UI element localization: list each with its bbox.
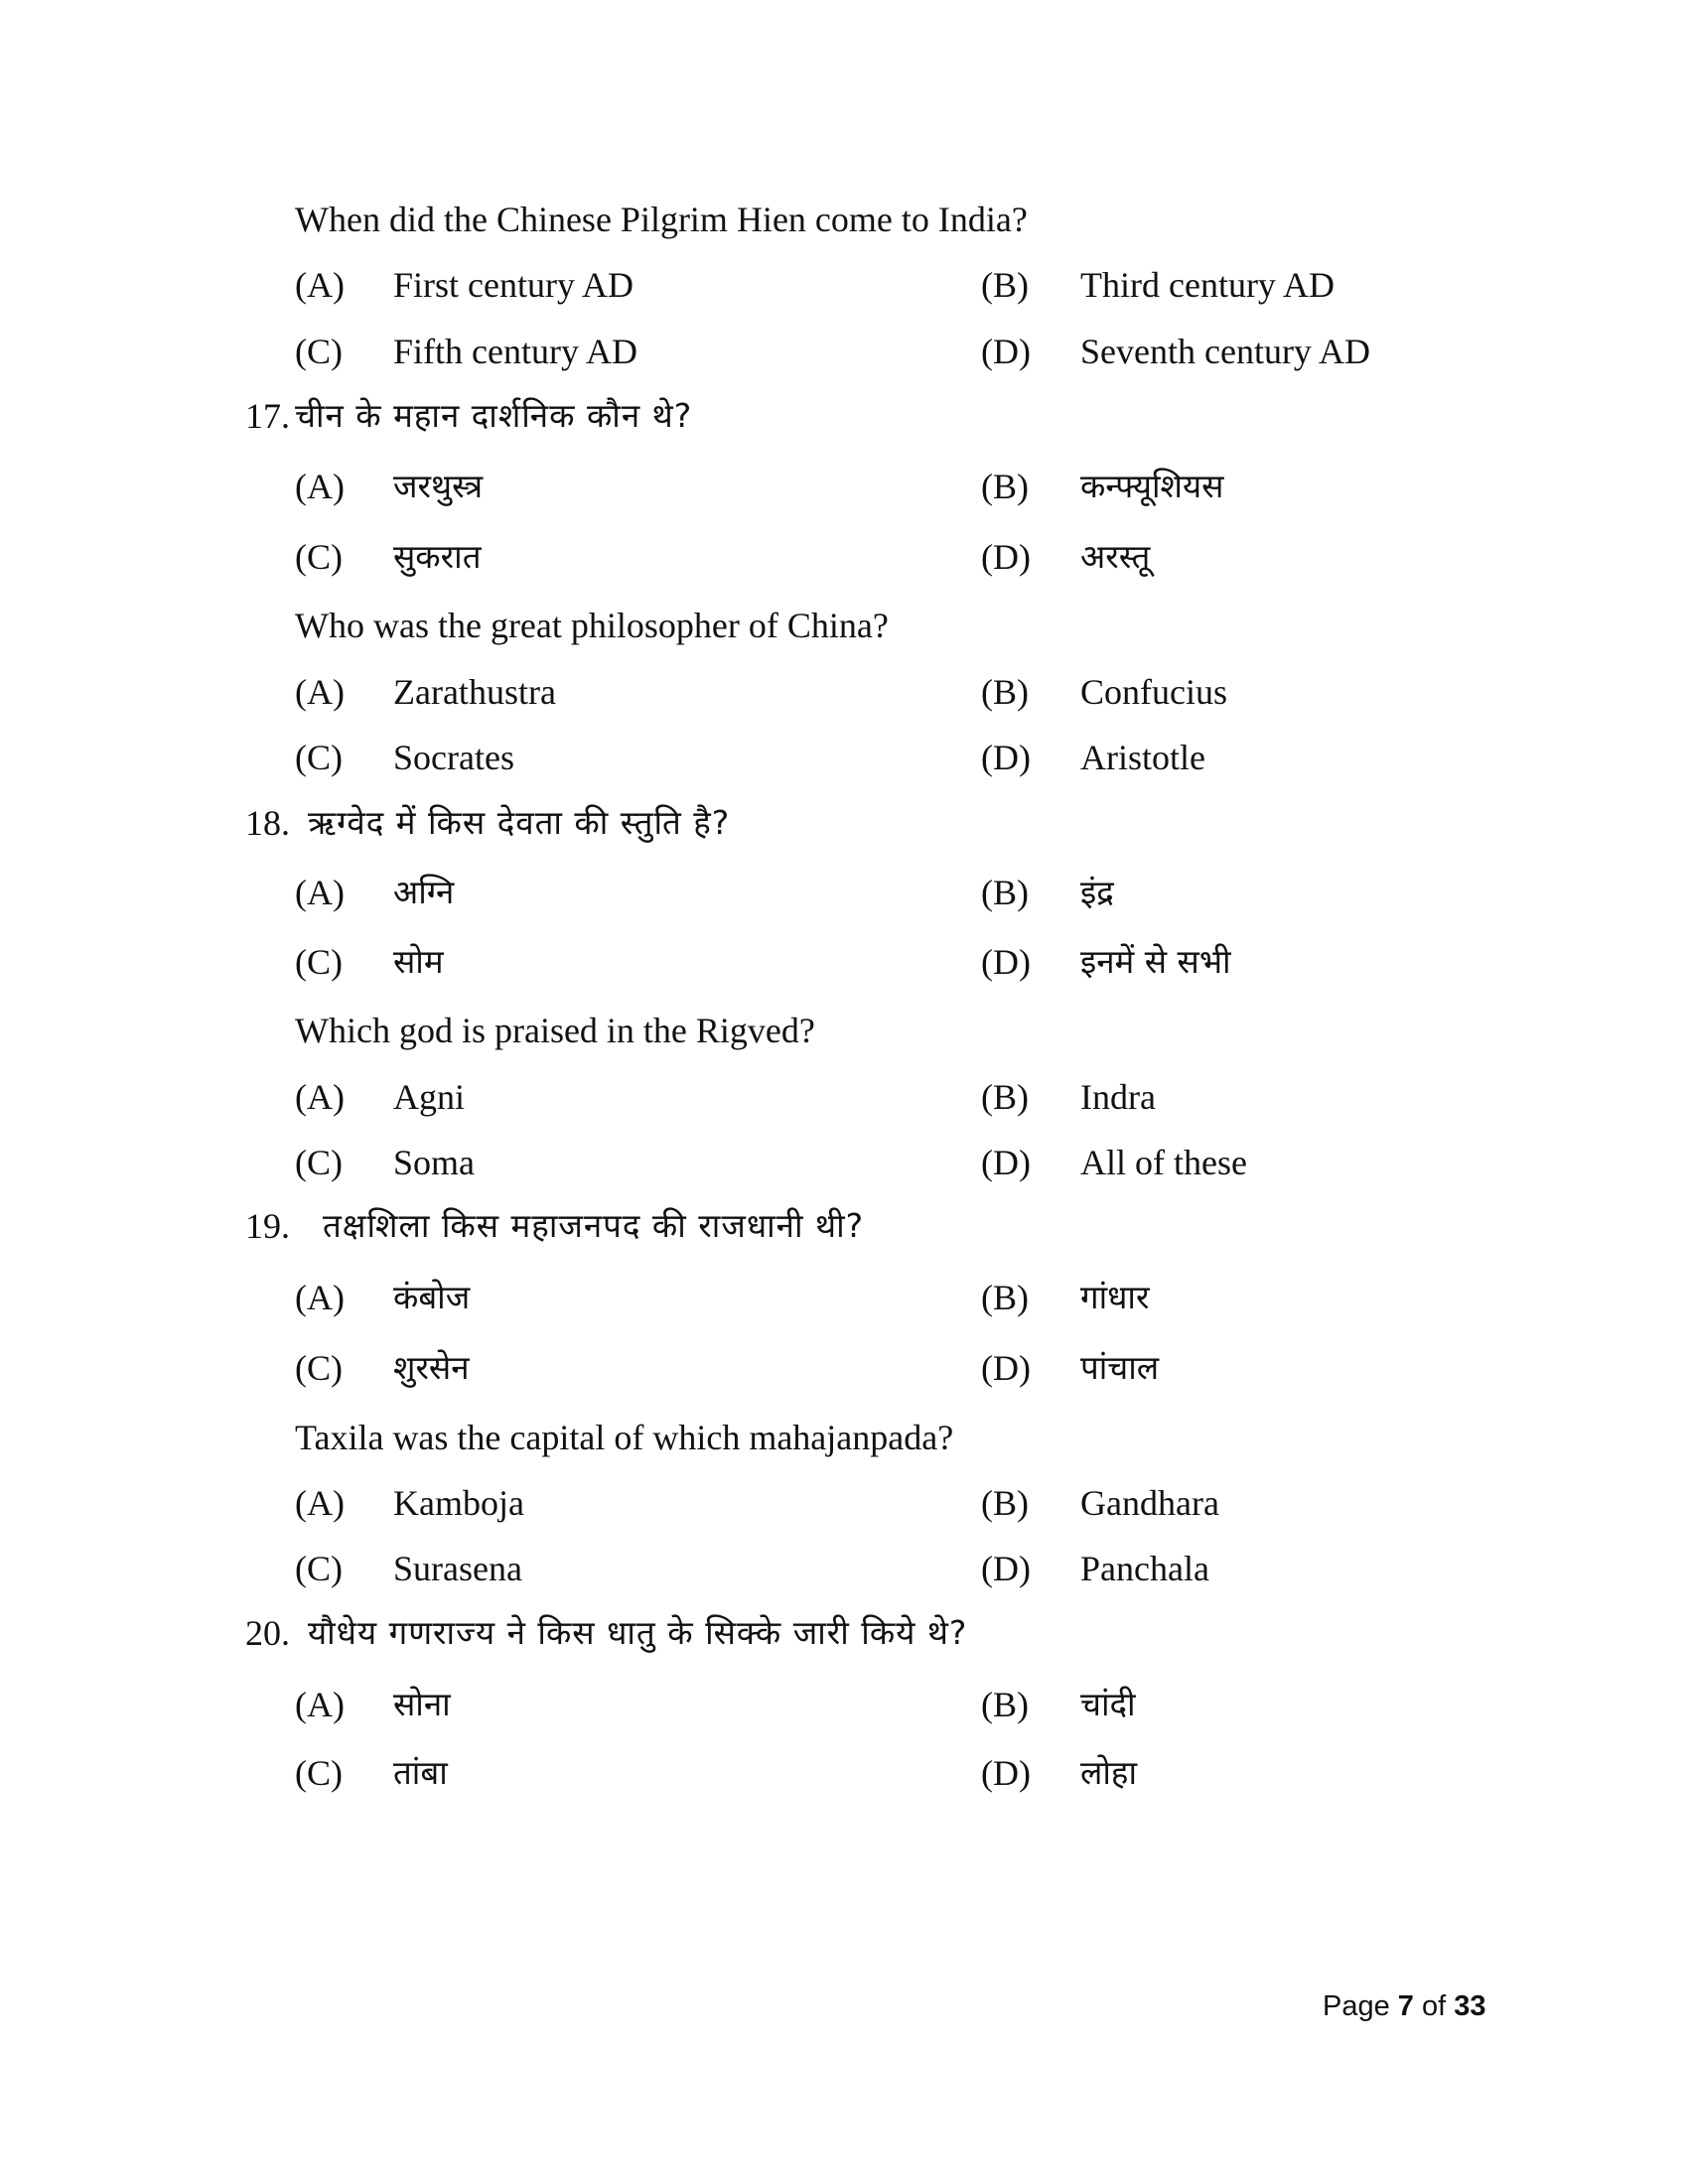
question-text: Which god is praised in the Rigved? <box>295 1011 815 1050</box>
option-label-b: (B) <box>981 1278 1029 1317</box>
option-label-c: (C) <box>295 738 343 777</box>
option-c: सुकरात <box>393 537 482 576</box>
option-c: Socrates <box>393 738 514 777</box>
option-d: Aristotle <box>1080 738 1205 777</box>
question-text: यौधेय गणराज्य ने किस धातु के सिक्के जारी किये थे? <box>308 1613 968 1652</box>
option-d: Panchala <box>1080 1549 1209 1588</box>
option-d: लोहा <box>1080 1753 1137 1792</box>
option-c: Soma <box>393 1143 476 1182</box>
option-b: Gandhara <box>1080 1483 1219 1523</box>
option-label-d: (D) <box>981 1143 1031 1182</box>
option-b: Confucius <box>1080 672 1227 712</box>
option-label-c: (C) <box>295 1549 343 1588</box>
option-a: Kamboja <box>393 1483 524 1523</box>
option-label-b: (B) <box>981 1685 1029 1724</box>
option-b: इंद्र <box>1080 873 1114 911</box>
option-label-a: (A) <box>295 467 345 506</box>
question-text: When did the Chinese Pilgrim Hien come to India? <box>295 200 1028 239</box>
option-label-d: (D) <box>981 1348 1031 1388</box>
page-of-label: of <box>1422 1990 1447 2022</box>
option-a: First century AD <box>393 265 633 305</box>
question-number: 17. <box>245 396 290 436</box>
option-label-a: (A) <box>295 873 345 912</box>
option-label-d: (D) <box>981 738 1031 777</box>
option-label-c: (C) <box>295 332 343 371</box>
option-c: Fifth century AD <box>393 332 637 371</box>
question-text: Taxila was the capital of which mahajanpada? <box>295 1418 954 1457</box>
option-a: Agni <box>393 1077 465 1117</box>
option-c: Surasena <box>393 1549 522 1588</box>
option-label-a: (A) <box>295 672 345 712</box>
option-label-d: (D) <box>981 332 1031 371</box>
option-label-c: (C) <box>295 537 343 577</box>
page-label: Page <box>1323 1990 1390 2022</box>
option-a: अग्नि <box>393 873 455 911</box>
option-b: Third century AD <box>1080 265 1335 305</box>
option-label-d: (D) <box>981 942 1031 982</box>
option-d: पांचाल <box>1080 1348 1160 1387</box>
option-c: सोम <box>393 942 444 981</box>
option-label-a: (A) <box>295 1685 345 1724</box>
option-b: कन्फ्यूशियस <box>1080 467 1224 505</box>
option-a: कंबोज <box>393 1278 471 1316</box>
option-a: Zarathustra <box>393 672 556 712</box>
option-d: इनमें से सभी <box>1080 942 1231 981</box>
question-text: तक्षशिला किस महाजनपद की राजधानी थी? <box>323 1206 865 1245</box>
option-label-a: (A) <box>295 265 345 305</box>
option-label-b: (B) <box>981 1077 1029 1117</box>
page-footer <box>1323 1990 1486 2023</box>
question-text: ऋग्वेद में किस देवता की स्तुति है? <box>308 803 731 842</box>
option-label-b: (B) <box>981 265 1029 305</box>
current-page-number: 7 <box>1397 1990 1414 2022</box>
option-label-d: (D) <box>981 1753 1031 1793</box>
total-page-count: 33 <box>1454 1990 1486 2022</box>
option-d: All of these <box>1080 1143 1247 1182</box>
option-b: चांदी <box>1080 1685 1136 1723</box>
option-a: जरथुस्त्र <box>393 467 484 505</box>
option-label-a: (A) <box>295 1483 345 1523</box>
option-label-b: (B) <box>981 467 1029 506</box>
option-a: सोना <box>393 1685 451 1723</box>
option-label-a: (A) <box>295 1278 345 1317</box>
option-label-c: (C) <box>295 1753 343 1793</box>
option-c: तांबा <box>393 1753 448 1792</box>
question-number: 20. <box>245 1613 290 1653</box>
option-label-c: (C) <box>295 942 343 982</box>
question-text: चीन के महान दार्शनिक कौन थे? <box>295 396 693 435</box>
option-b: गांधार <box>1080 1278 1150 1316</box>
question-text: Who was the great philosopher of China? <box>295 606 889 645</box>
option-label-b: (B) <box>981 672 1029 712</box>
option-d: अरस्तू <box>1080 537 1151 576</box>
option-label-c: (C) <box>295 1348 343 1388</box>
option-label-d: (D) <box>981 537 1031 577</box>
option-d: Seventh century AD <box>1080 332 1370 371</box>
option-label-a: (A) <box>295 1077 345 1117</box>
question-number: 19. <box>245 1206 290 1246</box>
option-label-c: (C) <box>295 1143 343 1182</box>
option-label-b: (B) <box>981 873 1029 912</box>
option-label-b: (B) <box>981 1483 1029 1523</box>
question-number: 18. <box>245 803 290 843</box>
option-b: Indra <box>1080 1077 1156 1117</box>
option-c: शुरसेन <box>393 1348 470 1387</box>
option-label-d: (D) <box>981 1549 1031 1588</box>
